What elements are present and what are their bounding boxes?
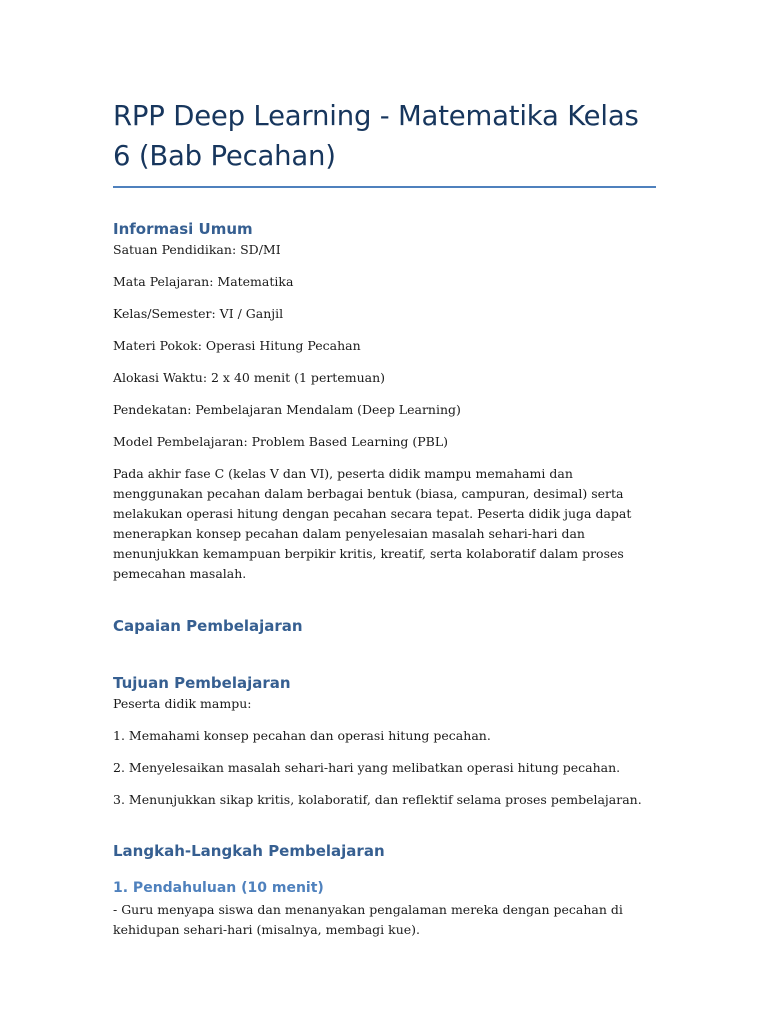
info-line-pendekatan: Pendekatan: Pembelajaran Mendalam (Deep Learning) bbox=[113, 402, 461, 417]
document-page bbox=[113, 96, 656, 940]
pendahuluan-text: - Guru menyapa siswa dan menanyakan pengalaman mereka dengan pecahan di kehidupan sehari-hari (misalnya, membagi kue). bbox=[113, 902, 623, 937]
tujuan-heading: Tujuan Pembelajaran bbox=[113, 674, 291, 692]
info-line-materi: Materi Pokok: Operasi Hitung Pecahan bbox=[113, 338, 361, 353]
intro-paragraph: Pada akhir fase C (kelas V dan VI), peserta didik mampu memahami dan menggunakan pecahan dalam berbagai bentuk (biasa, campuran, desimal) serta melakukan operasi hitung dengan pecahan secara tepat. Peserta didik juga dapat menerapkan konsep pecahan dalam penyelesaian masalah sehari-hari dan menunjukkan kemampuan berpikir kritis, kreatif, serta kolaboratif dalam proses pemecahan masalah. bbox=[113, 466, 632, 581]
capaian-heading: Capaian Pembelajaran bbox=[113, 617, 303, 635]
tujuan-intro: Peserta didik mampu: bbox=[113, 696, 252, 711]
info-line-alokasi: Alokasi Waktu: 2 x 40 menit (1 pertemuan) bbox=[113, 370, 386, 385]
info-line-mapel: Mata Pelajaran: Matematika bbox=[113, 274, 294, 289]
document-title: RPP Deep Learning - Matematika Kelas 6 (Bab Pecahan) bbox=[113, 100, 639, 172]
info-line-model: Model Pembelajaran: Problem Based Learning (PBL) bbox=[113, 434, 449, 449]
title-divider bbox=[113, 186, 656, 188]
tujuan-item-3: 3. Menunjukkan sikap kritis, kolaboratif, dan reflektif selama proses pembelajaran. bbox=[113, 792, 642, 807]
langkah-heading: Langkah-Langkah Pembelajaran bbox=[113, 842, 385, 860]
pendahuluan-heading: 1. Pendahuluan (10 menit) bbox=[113, 880, 324, 896]
info-heading: Informasi Umum bbox=[113, 220, 253, 238]
tujuan-item-2: 2. Menyelesaikan masalah sehari-hari yang melibatkan operasi hitung pecahan. bbox=[113, 760, 621, 775]
tujuan-item-1: 1. Memahami konsep pecahan dan operasi hitung pecahan. bbox=[113, 728, 491, 743]
info-line-kelas: Kelas/Semester: VI / Ganjil bbox=[113, 306, 284, 321]
info-line-satuan: Satuan Pendidikan: SD/MI bbox=[113, 242, 281, 257]
